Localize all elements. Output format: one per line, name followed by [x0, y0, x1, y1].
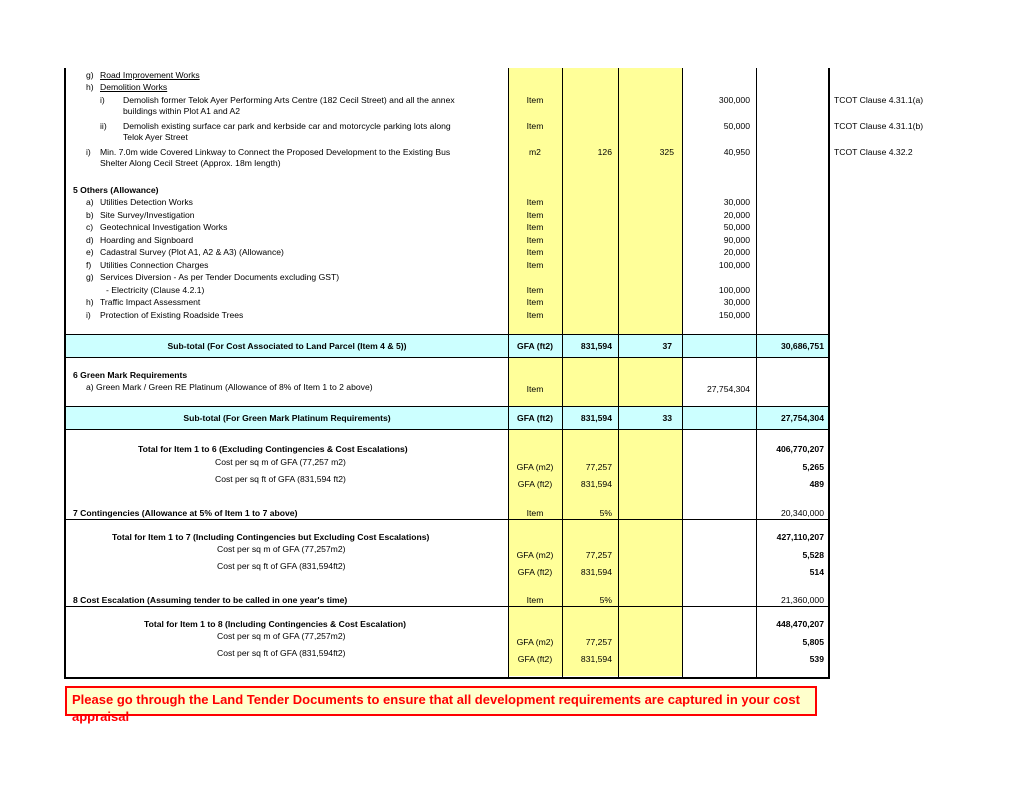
subtotal-label: Sub-total (For Green Mark Platinum Requirements)	[183, 413, 391, 423]
cost-per-sqm-value: 5,805	[802, 637, 824, 647]
contingencies-label: 7 Contingencies (Allowance at 5% of Item 1 to 7 above)	[73, 508, 298, 518]
cost-per-sqft-label: Cost per sq ft of GFA (831,594ft2)	[217, 648, 346, 658]
list-item: Hoarding and Signboard	[100, 234, 194, 245]
item-unit: Item	[526, 197, 544, 207]
item-unit: Item	[526, 121, 544, 131]
gfa-unit: GFA (m2)	[516, 550, 554, 560]
gfa-unit: GFA (ft2)	[517, 567, 553, 577]
item-amount: 90,000	[723, 234, 750, 245]
item-unit: Item	[526, 595, 544, 605]
item-letter: e)	[86, 247, 94, 257]
total-value: 406,770,207	[776, 444, 824, 454]
item-letter: c)	[86, 222, 94, 232]
item-desc: buildings within Plot A1 and A2	[123, 106, 241, 116]
item-letter: ii)	[100, 121, 107, 131]
item-desc: a) Green Mark / Green RE Platinum (Allowance of 8% of Item 1 to 2 above)	[86, 382, 373, 392]
item-unit: Item	[526, 297, 544, 307]
item-amount: 30,000	[723, 197, 750, 207]
gfa-unit: GFA (ft2)	[517, 654, 553, 664]
item-letter: i)	[86, 147, 91, 157]
item-unit: Item	[526, 284, 544, 295]
subtotal-rate: 37	[662, 341, 672, 351]
cost-per-sqm-label: Cost per sq m of GFA (77,257 m2)	[215, 457, 346, 467]
list-item: Services Diversion - As per Tender Documents excluding GST)	[100, 272, 340, 282]
col-line-unit	[508, 68, 509, 678]
section-heading-others: 5 Others (Allowance)	[73, 185, 159, 195]
table-border-bottom	[64, 677, 830, 679]
item-letter: h)	[86, 82, 94, 92]
item-total: 20,340,000	[780, 508, 824, 518]
item-desc: Demolish existing surface car park and kerbside car and motorcycle parking lots along	[123, 121, 451, 131]
item-unit: Item	[526, 384, 544, 394]
cost-per-sqft-value: 514	[809, 567, 824, 577]
item-desc: Min. 7.0m wide Covered Linkway to Connect the Proposed Development to the Existing Bus	[100, 147, 451, 157]
gfa-qty: 831,594	[580, 567, 612, 577]
subtotal-total: 30,686,751	[780, 341, 824, 351]
row-line	[66, 519, 828, 520]
list-item: Site Survey/Investigation	[100, 209, 195, 220]
item-letter: d)	[86, 234, 94, 245]
escalation-label: 8 Cost Escalation (Assuming tender to be called in one year's time)	[73, 595, 348, 605]
item-unit: Item	[526, 222, 544, 232]
cost-per-sqm-value: 5,528	[802, 550, 824, 560]
item-demolition: Demolition Works	[100, 82, 168, 92]
subtotal-total: 27,754,304	[780, 413, 824, 423]
total-label: Total for Item 1 to 7 (Including Contingencies but Excluding Cost Escalations)	[112, 532, 430, 542]
item-unit: Item	[526, 247, 544, 257]
col-line-total	[756, 68, 757, 678]
item-reference: TCOT Clause 4.31.1(b)	[834, 121, 924, 131]
unit-qty-rate-column-highlight	[508, 68, 682, 676]
warning-banner	[65, 686, 817, 724]
item-unit: Item	[526, 508, 544, 518]
gfa-unit: GFA (m2)	[516, 462, 554, 472]
item-desc: Shelter Along Cecil Street (Approx. 18m length)	[100, 158, 281, 168]
gfa-qty: 831,594	[580, 479, 612, 489]
item-reference: TCOT Clause 4.31.1(a)	[834, 95, 924, 105]
list-item: Protection of Existing Roadside Trees	[100, 309, 244, 320]
item-total: 21,360,000	[780, 595, 824, 605]
item-amount: 50,000	[723, 121, 750, 131]
item-amount: 50,000	[723, 222, 750, 232]
item-unit: Item	[526, 234, 544, 245]
item-desc: Telok Ayer Street	[123, 132, 188, 142]
table-border-left	[64, 68, 66, 678]
list-item: - Electricity (Clause 4.2.1)	[106, 284, 205, 295]
total-value: 448,470,207	[776, 619, 824, 629]
item-amount: 100,000	[718, 259, 750, 270]
item-amount: 40,950	[723, 147, 750, 157]
cost-per-sqft-label: Cost per sq ft of GFA (831,594 ft2)	[215, 474, 346, 484]
item-amount: 20,000	[723, 247, 750, 257]
item-letter: h)	[86, 297, 94, 307]
item-unit: Item	[526, 95, 544, 105]
row-line	[66, 334, 828, 335]
item-unit: Item	[526, 209, 544, 220]
cost-per-sqm-value: 5,265	[802, 462, 824, 472]
item-amount: 100,000	[718, 284, 750, 295]
item-road-improvement: Road Improvement Works	[100, 70, 200, 80]
item-letter: i)	[100, 95, 105, 105]
cost-per-sqm-label: Cost per sq m of GFA (77,257m2)	[217, 631, 346, 641]
item-letter: f)	[86, 259, 92, 270]
gfa-qty: 77,257	[585, 462, 612, 472]
col-line-remarks	[828, 68, 830, 678]
total-label: Total for Item 1 to 8 (Including Contingencies & Cost Escalation)	[144, 619, 406, 629]
subtotal-qty: 831,594	[580, 413, 612, 423]
row-line	[66, 606, 828, 607]
item-desc: Demolish former Telok Ayer Performing Arts Centre (182 Cecil Street) and all the annex	[123, 95, 455, 105]
item-pct: 5%	[599, 595, 612, 605]
item-unit: m2	[529, 147, 541, 157]
item-letter: g)	[86, 272, 94, 282]
col-line-amount	[682, 68, 683, 678]
item-amount: 20,000	[723, 209, 750, 220]
subtotal-unit: GFA (ft2)	[517, 341, 553, 351]
item-rate: 325	[659, 147, 674, 157]
cost-per-sqft-value: 489	[809, 479, 824, 489]
section-heading-green-mark: 6 Green Mark Requirements	[73, 370, 188, 380]
item-amount: 30,000	[723, 297, 750, 307]
item-amount: 27,754,304	[706, 384, 750, 394]
list-item: Utilities Detection Works	[100, 197, 193, 207]
subtotal-qty: 831,594	[580, 341, 612, 351]
subtotal-rate: 33	[662, 413, 672, 423]
warning-text: Please go through the Land Tender Documents to ensure that all development requirements are captured in your cost appraisal	[72, 692, 800, 724]
gfa-unit: GFA (m2)	[516, 637, 554, 647]
total-label: Total for Item 1 to 6 (Excluding Contingencies & Cost Escalations)	[138, 444, 408, 454]
item-unit: Item	[526, 259, 544, 270]
list-item: Geotechnical Investigation Works	[100, 222, 228, 232]
item-qty: 126	[597, 147, 612, 157]
gfa-qty: 831,594	[580, 654, 612, 664]
item-letter: g)	[86, 70, 94, 80]
item-amount: 150,000	[718, 309, 750, 320]
item-amount: 300,000	[718, 95, 750, 105]
list-item: Utilities Connection Charges	[100, 259, 209, 270]
list-item: Traffic Impact Assessment	[100, 297, 201, 307]
cost-per-sqft-value: 539	[809, 654, 824, 664]
item-letter: b)	[86, 209, 94, 220]
item-unit: Item	[526, 309, 544, 320]
row-line	[66, 406, 828, 407]
col-line-rate	[618, 68, 619, 678]
gfa-unit: GFA (ft2)	[517, 479, 553, 489]
total-value: 427,110,207	[776, 532, 824, 542]
gfa-qty: 77,257	[585, 637, 612, 647]
cost-per-sqm-label: Cost per sq m of GFA (77,257m2)	[217, 544, 346, 554]
item-letter: i)	[86, 309, 91, 320]
gfa-qty: 77,257	[585, 550, 612, 560]
list-item: Cadastral Survey (Plot A1, A2 & A3) (Allowance)	[100, 247, 284, 257]
item-letter: a)	[86, 197, 94, 207]
subtotal-unit: GFA (ft2)	[517, 413, 553, 423]
cost-per-sqft-label: Cost per sq ft of GFA (831,594ft2)	[217, 561, 346, 571]
item-reference: TCOT Clause 4.32.2	[834, 147, 913, 157]
row-line	[66, 429, 828, 430]
row-line	[66, 357, 828, 358]
subtotal-label: Sub-total (For Cost Associated to Land Parcel (Item 4 & 5))	[167, 341, 407, 351]
col-line-qty	[562, 68, 563, 678]
item-pct: 5%	[599, 508, 612, 518]
